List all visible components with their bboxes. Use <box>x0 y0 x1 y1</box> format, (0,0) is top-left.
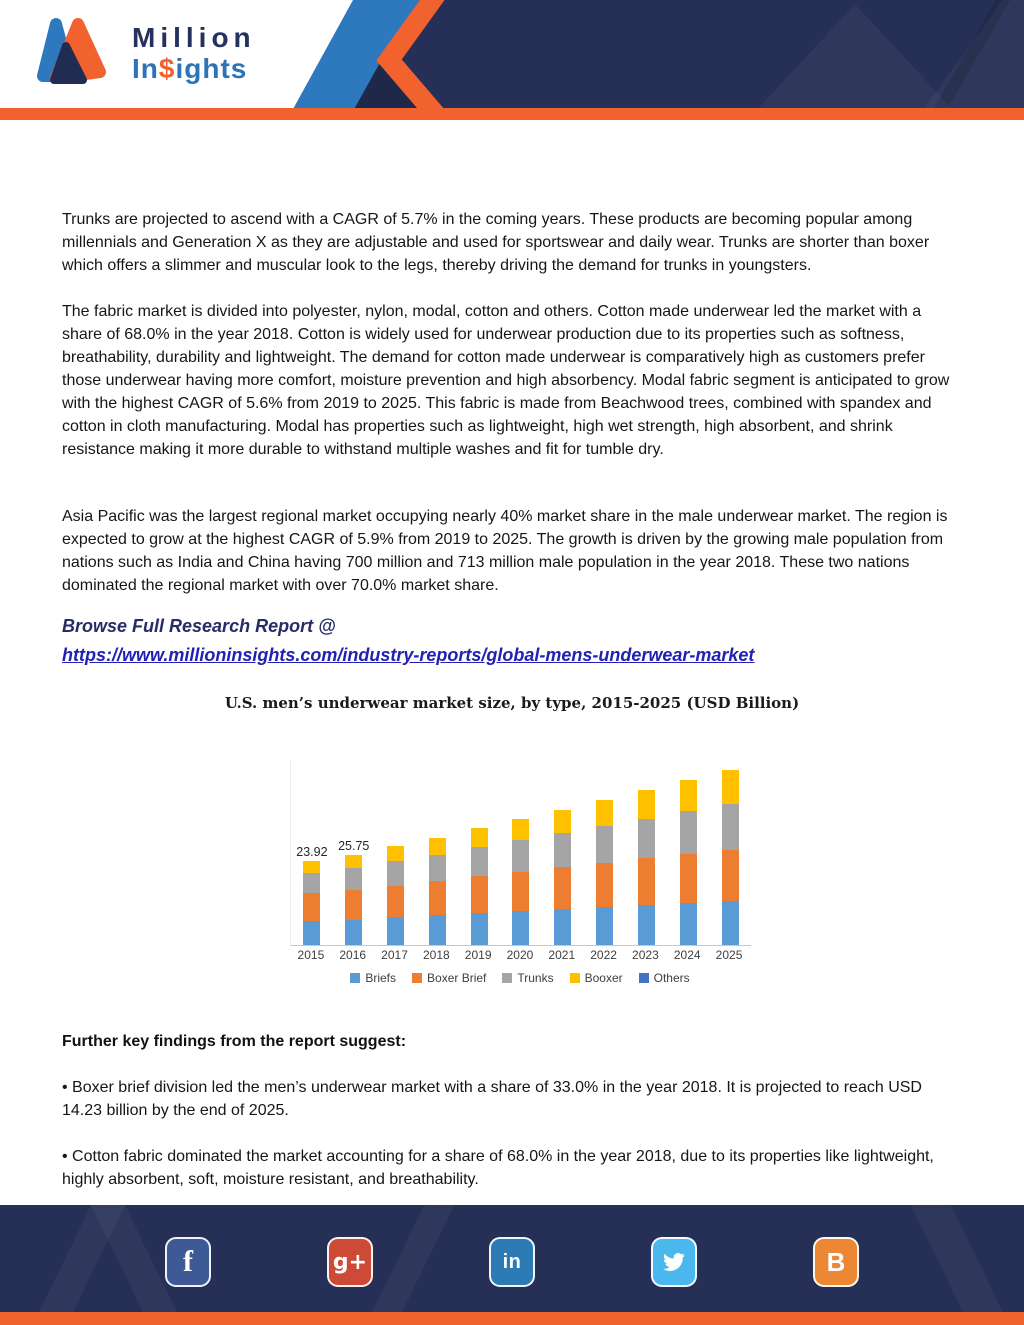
logo-word-insights: In$ights <box>132 53 248 84</box>
logo-mark-icon <box>36 14 114 94</box>
legend-item-booxer <box>570 971 623 985</box>
segment-briefs <box>596 907 613 945</box>
chart-legend <box>290 971 750 985</box>
x-tick-2021: 2021 <box>548 948 576 962</box>
segment-trunks <box>554 833 571 867</box>
footer-orange-strip <box>0 1312 1024 1325</box>
legend-label: Booxer <box>584 971 623 985</box>
segment-briefs <box>722 901 739 945</box>
segment-boxer-brief <box>554 867 571 909</box>
legend-label: Others <box>653 971 690 985</box>
bar-value-label: 23.92 <box>296 845 328 860</box>
bar-2024 <box>667 759 709 945</box>
social-links <box>0 1237 1024 1287</box>
dollar-s-glyph: $ <box>158 53 176 84</box>
blogger-icon[interactable]: B <box>813 1237 859 1287</box>
segment-briefs <box>638 905 655 945</box>
segment-trunks <box>429 855 446 881</box>
segment-booxer <box>596 800 613 826</box>
segment-trunks <box>596 826 613 863</box>
segment-boxer-brief <box>512 872 529 911</box>
bar-value-label: 25.75 <box>338 838 370 853</box>
segment-briefs <box>345 920 362 945</box>
logo-word-million: Million <box>132 22 256 53</box>
segment-boxer-brief <box>471 876 488 913</box>
bar-2020 <box>500 759 542 945</box>
googleplus-icon[interactable]: g+ <box>327 1237 373 1287</box>
segment-trunks <box>638 819 655 859</box>
chart-title: U.S. men’s underwear market size, by type, 2015-2025 (USD Billion) <box>224 694 800 712</box>
segment-briefs <box>680 903 697 945</box>
x-tick-2022: 2022 <box>590 948 617 962</box>
x-tick-2025: 2025 <box>715 948 743 962</box>
paragraph-asia-pacific: Asia Pacific was the largest regional market occupying nearly 40% market share in the male underwear market. The region is expected to grow at the highest CAGR of 5.9% from 2019 to 2025. The growth is driven by the growing male population from nations such as India and China having 700 million and 713 million male population in the year 2018. These two nations dominated the regional market with over 70.0% market share. <box>62 508 948 594</box>
segment-boxer-brief <box>596 863 613 907</box>
segment-booxer <box>471 828 488 847</box>
segment-booxer <box>429 838 446 855</box>
segment-boxer-brief <box>722 850 739 901</box>
segment-boxer-brief <box>345 890 362 919</box>
x-tick-2017: 2017 <box>381 948 408 962</box>
segment-trunks <box>471 847 488 876</box>
bar-2015 <box>291 759 333 945</box>
legend-item-trunks <box>502 971 553 985</box>
x-tick-2019: 2019 <box>464 948 492 962</box>
legend-label: Briefs <box>365 971 397 985</box>
segment-briefs <box>429 915 446 945</box>
segment-briefs <box>387 917 404 945</box>
segment-booxer <box>512 819 529 840</box>
legend-swatch <box>639 973 649 983</box>
legend-item-briefs <box>350 971 396 985</box>
bar-2022 <box>584 759 626 945</box>
x-tick-2018: 2018 <box>422 948 450 962</box>
legend-swatch <box>350 973 360 983</box>
legend-swatch <box>412 973 422 983</box>
x-tick-2024: 2024 <box>673 948 701 962</box>
legend-swatch <box>570 973 580 983</box>
segment-booxer <box>680 780 697 811</box>
segment-booxer <box>387 846 404 861</box>
legend-swatch <box>502 973 512 983</box>
linkedin-icon[interactable]: in <box>489 1237 535 1287</box>
x-tick-2016: 2016 <box>339 948 367 962</box>
bar-2021 <box>542 759 584 945</box>
legend-label: Boxer Brief <box>427 971 487 985</box>
twitter-icon[interactable] <box>651 1237 697 1287</box>
segment-boxer-brief <box>638 858 655 905</box>
bar-2017 <box>375 759 417 945</box>
segment-briefs <box>512 911 529 945</box>
segment-boxer-brief <box>303 893 320 921</box>
chart-x-axis-labels <box>290 948 750 962</box>
x-tick-2020: 2020 <box>506 948 534 962</box>
findings-heading: Further key findings from the report suggest: <box>62 1033 407 1050</box>
segment-booxer <box>303 861 320 873</box>
header <box>0 0 1024 120</box>
paragraph-fabric: The fabric market is divided into polyester, nylon, modal, cotton and others. Cotton made underwear led the market with a share of 68.0% in the year 2018. Cotton is widely used for underwear production due to its properties such as softness, breathability, durability and lightweight. The demand for cotton made underwear is comparatively high as customers prefer those underwear having more comfort, moisture prevention and high absorbency. Modal fabric segment is anticipated to grow with the highest CAGR of 5.6% from 2019 to 2025. This fabric is made from Beachwood trees, combined with spandex and cotton in cloth manufacturing. Modal has properties such as lightweight, high wet strength, high absorbent, and shrink resistance making it more durable to withstand multiple washes and fit for tumble dry. <box>62 303 950 458</box>
browse-report-heading: Browse Full Research Report @ <box>62 616 336 636</box>
x-tick-2023: 2023 <box>632 948 659 962</box>
legend-item-boxer-brief <box>412 971 486 985</box>
segment-trunks <box>680 811 697 853</box>
facebook-icon[interactable]: f <box>165 1237 211 1287</box>
segment-briefs <box>471 913 488 945</box>
segment-briefs <box>303 921 320 945</box>
segment-trunks <box>387 861 404 885</box>
segment-booxer <box>345 855 362 868</box>
segment-briefs <box>554 909 571 945</box>
legend-label: Trunks <box>517 971 554 985</box>
segment-booxer <box>722 770 739 804</box>
x-tick-2015: 2015 <box>297 948 325 962</box>
segment-booxer <box>638 790 655 819</box>
bar-2019 <box>458 759 500 945</box>
segment-boxer-brief <box>680 854 697 903</box>
bar-2018 <box>416 759 458 945</box>
bar-2025 <box>709 759 751 945</box>
bar-2016 <box>333 759 375 945</box>
segment-trunks <box>512 840 529 872</box>
million-insights-logo <box>36 14 296 106</box>
legend-item-others <box>639 971 690 985</box>
finding-bullet-boxer-brief: • Boxer brief division led the men’s underwear market with a share of 33.0% in the year 2018. It is projected to reach USD 14.23 billion by the end of 2025. <box>62 1079 922 1119</box>
paragraph-trunks: Trunks are projected to ascend with a CAGR of 5.7% in the coming years. These products are becoming popular among millennials and Generation X as they are adjustable and used for sportswear and daily wear. Trunks are shorter than boxer which offers a slimmer and muscular look to the legs, thereby driving the demand for trunks in youngsters. <box>62 211 930 274</box>
segment-booxer <box>554 810 571 833</box>
segment-boxer-brief <box>429 881 446 915</box>
segment-trunks <box>345 868 362 890</box>
finding-bullet-cotton: • Cotton fabric dominated the market accounting for a share of 68.0% in the year 2018, due to its properties like lightweight, highly absorbent, soft, moisture resistant, and breathability. <box>62 1148 934 1188</box>
bar-2023 <box>626 759 668 945</box>
twitter-bird-icon <box>661 1251 687 1273</box>
segment-trunks <box>722 804 739 849</box>
report-url-link[interactable]: https://www.millioninsights.com/industry-reports/global-mens-underwear-market <box>62 645 755 665</box>
logo-wordmark <box>132 24 256 83</box>
segment-trunks <box>303 873 320 893</box>
segment-boxer-brief <box>387 886 404 918</box>
stacked-bar-chart <box>290 759 751 946</box>
